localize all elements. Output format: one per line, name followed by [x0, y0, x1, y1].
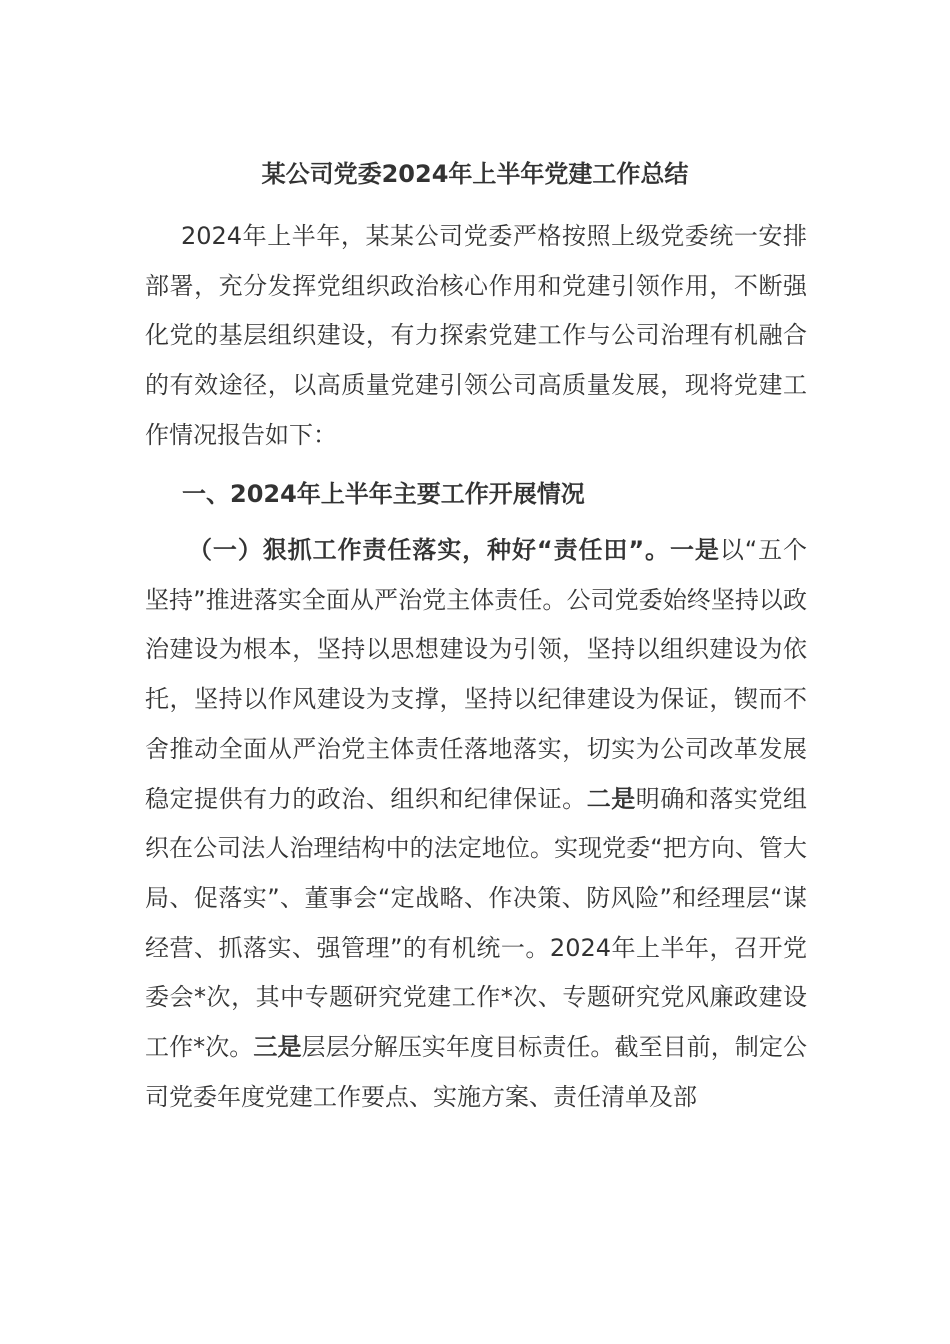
item1-marker: 一是 [669, 536, 720, 564]
item2-marker: 二是 [586, 784, 636, 813]
subsection-heading: （一）狠抓工作责任落实，种好“责任田”。 [188, 536, 670, 564]
item3-marker: 三是 [253, 1033, 302, 1062]
section-heading: 一、2024年上半年主要工作开展情况 [182, 480, 585, 508]
item1-text: 以“五个坚持”推进落实全面从严治党主体责任。公司党委始终坚持以政治建设为根本，坚持以思想建设为引领，坚持以组织建设为依托，坚持以作风建设为支撑，坚持以纪律建设为保证，锲而不舍推动全面从严治党主体责任落地落实，切实为公司改革发展稳定提供有力的政治、组织和纪律保证。 [145, 536, 808, 813]
item3-text: 层层分解压实年度目标责任。截至目前，制定公司党委年度党建工作要点、实施方案、责任清单及部 [145, 1033, 808, 1111]
document-title: 某公司党委2024年上半年党建工作总结 [261, 160, 689, 188]
subsection-paragraph [145, 526, 807, 1122]
item2-text: 明确和落实党组织在公司法人治理结构中的法定地位。实现党委“把方向、管大局、促落实”、董事会“定战略、作决策、防风险”和经理层“谋经营、抓落实、强管理”的有机统一。2024年上半年，召开党委会*次，其中专题研究党建工作*次、专题研究党风廉政建设工作*次。 [145, 784, 808, 1062]
intro-paragraph: 2024年上半年，某某公司党委严格按照上级党委统一安排部署，充分发挥党组织政治核心作用和党建引领作用，不断强化党的基层组织建设，有力探索党建工作与公司治理有机融合的有效途径，以高质量党建引领公司高质量发展，现将党建工作情况报告如下： [145, 222, 807, 449]
